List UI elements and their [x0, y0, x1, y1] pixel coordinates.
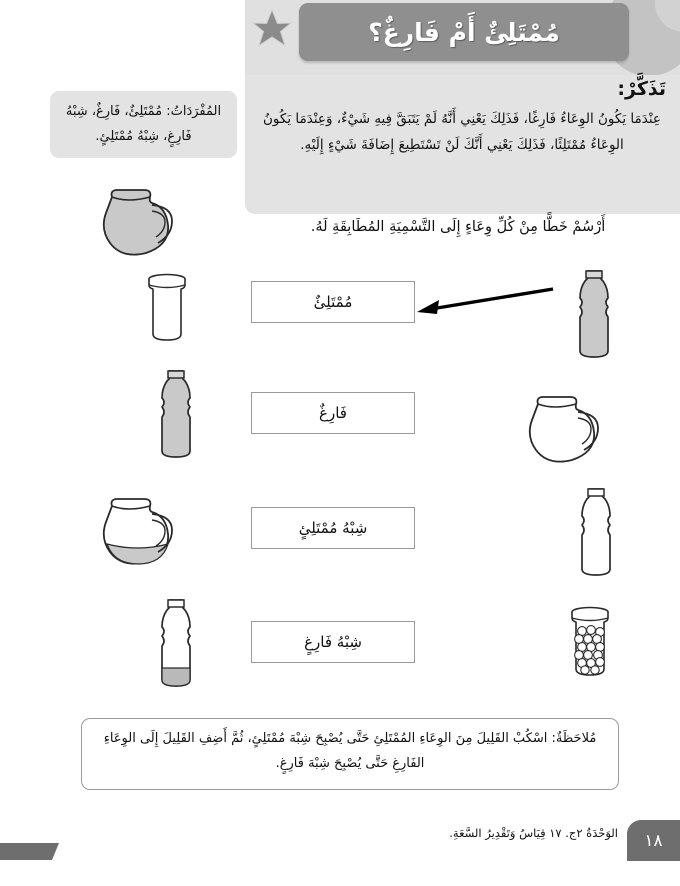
answer-box-full[interactable] [251, 281, 415, 323]
star-icon [250, 6, 294, 50]
arrow-left-icon [405, 283, 555, 323]
vessel-jar-empty[interactable] [105, 272, 197, 372]
vessel-bottle-empty[interactable] [530, 486, 622, 586]
vessel-bottle-full[interactable] [110, 368, 202, 468]
answer-box-nearly-empty[interactable] [251, 621, 415, 663]
answer-label: فَارِغٌ [319, 404, 347, 422]
answer-box-nearly-full[interactable] [251, 507, 415, 549]
page-title: مُمْتَلِئٌ أَمْ فَارِغٌ؟ [368, 17, 560, 47]
answer-label: مُمْتَلِئٌ [313, 293, 353, 311]
vessel-pitcher-full[interactable] [92, 183, 184, 283]
vessel-bottle-nearly-empty[interactable] [110, 597, 202, 697]
note-text: مُلاحَظَةٌ: اسْكُبْ القَلِيلَ مِنَ الوِعَاءِ المُمْتَلِئِ حَتَّى يُصْبِحَ شِبْهَ مُمْتَلِئٍ، ثُمَّ أَضِفِ القَلِيلَ إِلَى الوِعَاءِ الفَارِغِ حَتَّى يُصْبِحَ شِبْهَ فَارِغٍ. [103, 731, 597, 772]
vessel-pitcher-empty[interactable] [518, 390, 610, 490]
vessel-pitcher-nearly-empty[interactable] [92, 492, 184, 592]
footer-text: الوَحْدَةُ ٢ج. ١٧ قِيَاسُ وَتَقْدِيرُ السَّعَةِ. [449, 826, 618, 840]
remember-heading: تَذَكَّرْ: [617, 78, 666, 100]
answer-label: شِبْهُ مُمْتَلِئٍ [298, 519, 368, 537]
instruction-text: أَرْسُمْ خَطًّا مِنْ كُلِّ وِعَاءٍ إِلَى التَّسْمِيَةِ المُطَابِقَةِ لَهُ. [310, 219, 606, 235]
vocabulary-box [50, 91, 237, 158]
remember-body: عِنْدَمَا يَكُونُ الوِعَاءُ فَارِغًا، فَذَلِكَ يَعْنِي أَنَّهُ لَمْ يَتَبَقَّ فِيهِ شَيْءٌ، وَعِنْدَمَا يَكُونُ الوِعَاءُ مُمْتَلِئًا، فَذَلِكَ يَعْنِي أَنَّكَ لَنْ تَسْتَطِيعَ إِضَافَةَ شَيْءٍ إِلَيْهِ. [263, 111, 661, 154]
answer-box-empty[interactable] [251, 392, 415, 434]
page-number: ١٨ [644, 830, 663, 851]
vessel-jar-marbles[interactable] [528, 605, 620, 705]
vocabulary-text: المُفْرَدَاتُ: مُمْتَلِئٌ، فَارِغٌ، شِبْهُ فَارِغٍ، شِبْهُ مُمْتَلِئٍ. [65, 104, 222, 144]
answer-label: شِبْهُ فَارِغٍ [304, 633, 362, 651]
footer-corner-tab [0, 843, 52, 860]
